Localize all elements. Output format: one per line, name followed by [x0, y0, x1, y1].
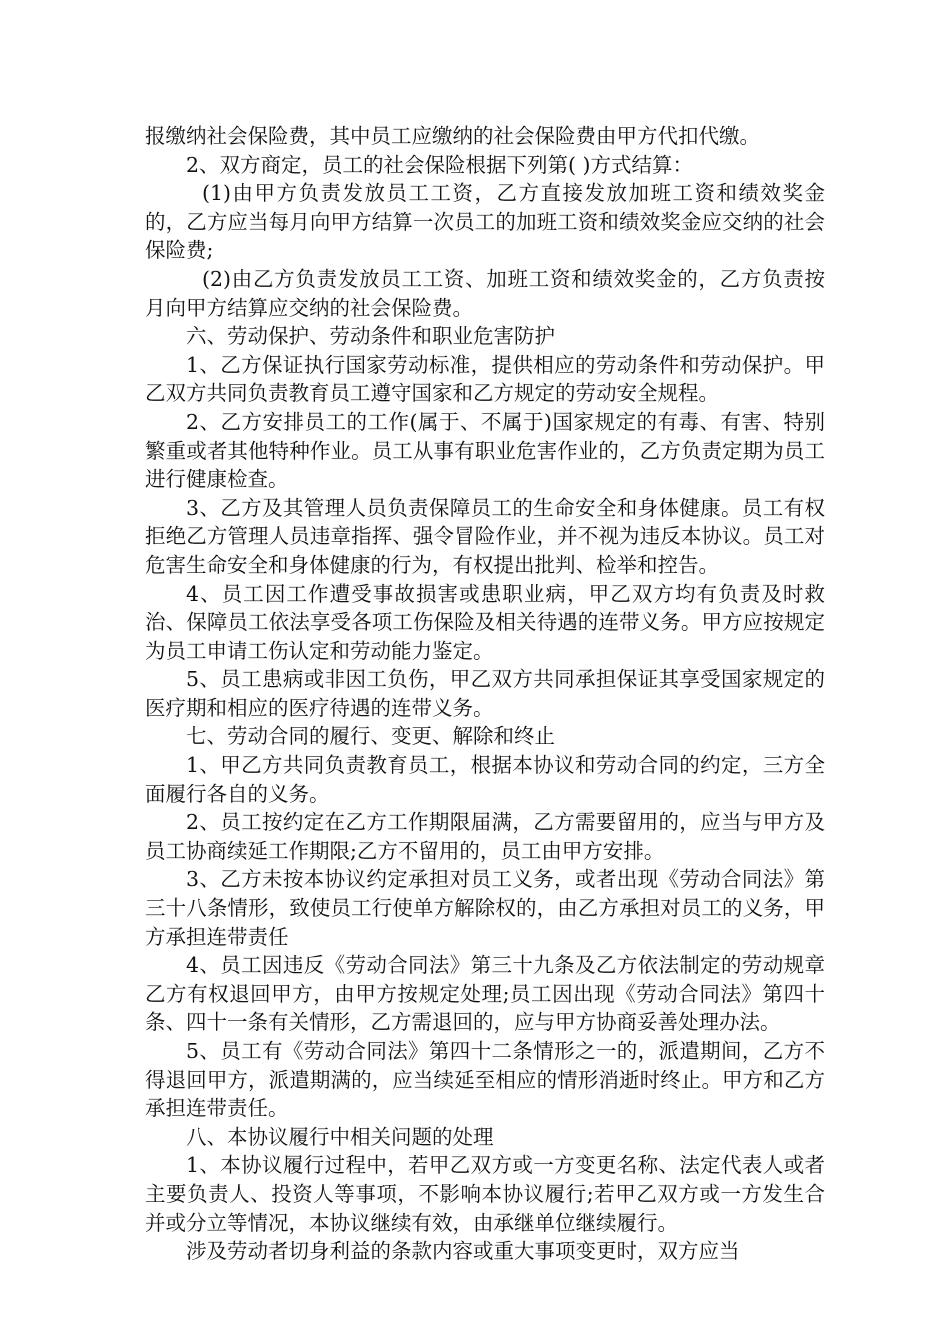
paragraph-7-3: 3、乙方未按本协议约定承担对员工义务，或者出现《劳动合同法》第三十八条情形，致使员工行使单方解除权的，由乙方承担对员工的义务，甲方承担连带责任	[145, 867, 825, 949]
paragraph-6-2: 2、乙方安排员工的工作(属于、不属于)国家规定的有毒、有害、特别繁重或者其他特种作业。员工从事有职业危害作业的，乙方负责定期为员工进行健康检查。	[145, 409, 825, 492]
paragraph-6-1: 1、乙方保证执行国家劳动标准，提供相应的劳动条件和劳动保护。甲乙双方共同负责教育员工遵守国家和乙方规定的劳动安全规程。	[145, 352, 825, 406]
paragraph-3: (1)由甲方负责发放员工工资，乙方直接发放加班工资和绩效奖金的，乙方应当每月向甲方结算一次员工的加班工资和绩效奖金应交纳的社会保险费;	[145, 181, 825, 263]
paragraph-6-3: 3、乙方及其管理人员负责保障员工的生命安全和身体健康。员工有权拒绝乙方管理人员违章指挥、强令冒险作业，并不视为违反本协议。员工对危害生命安全和身体健康的行为，有权提出批判、检举和控告。	[145, 495, 825, 577]
paragraph-8-1: 1、本协议履行过程中，若甲乙双方或一方变更名称、法定代表人或者主要负责人、投资人等事项，不影响本协议履行;若甲乙双方或一方发生合并或分立等情况，本协议继续有效，由承继单位继续履行。	[145, 1153, 825, 1235]
paragraph-1: 报缴纳社会保险费，其中员工应缴纳的社会保险费由甲方代扣代缴。	[145, 124, 760, 148]
paragraph-7-4: 4、员工因违反《劳动合同法》第三十九条及乙方依法制定的劳动规章乙方有权退回甲方，由甲方按规定处理;员工因出现《劳动合同法》第四十条、四十一条有关情形，乙方需退回的，应与甲方协商妥善处理办法。	[145, 953, 825, 1035]
paragraph-7-1: 1、甲乙方共同负责教育员工，根据本协议和劳动合同的约定，三方全面履行各自的义务。	[145, 753, 825, 806]
paragraph-7-5: 5、员工有《劳动合同法》第四十二条情形之一的，派遣期间，乙方不得退回甲方，派遣期满的，应当续延至相应的情形消逝时终止。甲方和乙方承担连带责任。	[145, 1039, 825, 1121]
paragraph-7-2: 2、员工按约定在乙方工作期限届满，乙方需要留用的，应当与甲方及员工协商续延工作期限;乙方不留用的，员工由甲方安排。	[145, 810, 825, 863]
paragraph-8-2: 涉及劳动者切身利益的条款内容或重大事项变更时，双方应当	[186, 1239, 740, 1264]
paragraph-6-5: 5、员工患病或非因工负伤，甲乙双方共同承担保证其享受国家规定的医疗期和相应的医疗待遇的连带义务。	[145, 667, 825, 720]
section-heading-8: 八、本协议履行中相关问题的处理	[186, 1124, 494, 1149]
section-heading-7: 七、劳动合同的履行、变更、解除和终止	[186, 724, 555, 749]
document-page	[145, 122, 825, 1266]
paragraph-6-4: 4、员工因工作遭受事故损害或患职业病，甲乙双方均有负责及时救治、保障员工依法享受各项工伤保险及相关待遇的连带义务。甲方应按规定为员工申请工伤认定和劳动能力鉴定。	[145, 581, 825, 663]
paragraph-4: (2)由乙方负责发放员工工资、加班工资和绩效奖金的，乙方负责按月向甲方结算应交纳的社会保险费。	[145, 266, 825, 320]
section-heading-6: 六、劳动保护、劳动条件和职业危害防护	[186, 324, 555, 349]
paragraph-2: 2、双方商定，员工的社会保险根据下列第( )方式结算：	[186, 152, 694, 177]
